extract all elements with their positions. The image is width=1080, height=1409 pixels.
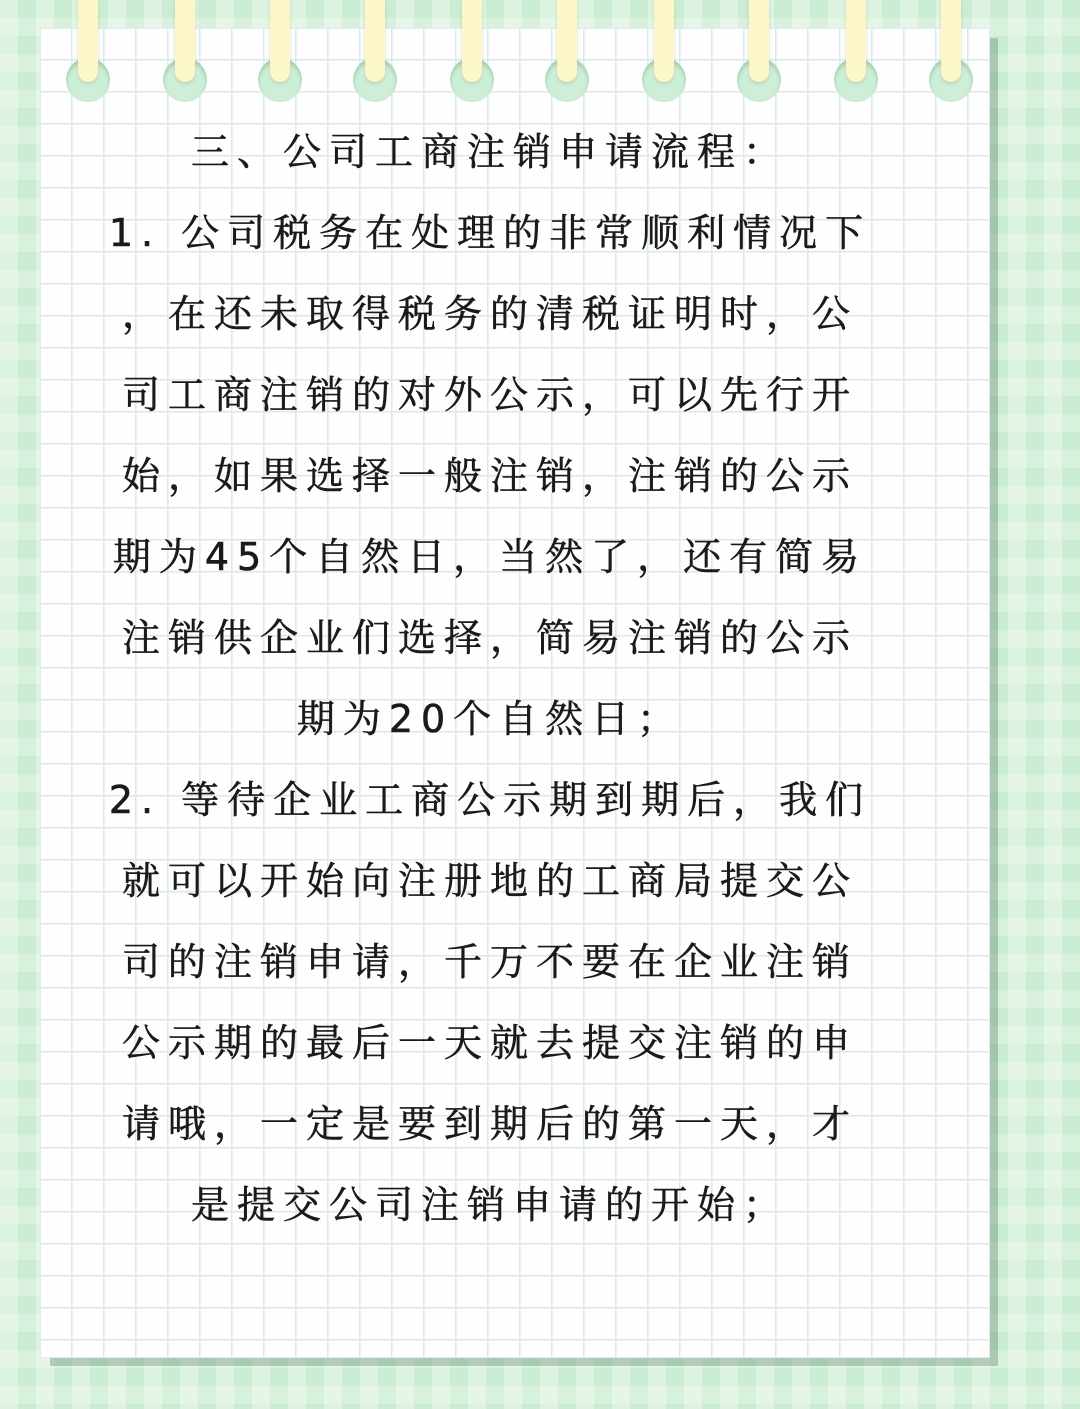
document-body [100, 112, 880, 1246]
text-line: 2. 等待企业工商公示期到期后，我们 [108, 778, 872, 822]
binder-clip [78, 0, 98, 82]
binder-clip [941, 0, 961, 82]
text-line: 是提交公司注销申请的开始； [190, 1183, 789, 1227]
text-line: 就可以开始向注册地的工商局提交公 [121, 859, 858, 903]
text-line: 注销供企业们选择，简易注销的公示 [121, 616, 858, 660]
binder-clip [175, 0, 195, 82]
binder-clip [654, 0, 674, 82]
binder-clip [270, 0, 290, 82]
text-line: 期为45个自然日，当然了，还有简易 [112, 535, 868, 579]
text-line: 期为20个自然日； [296, 697, 684, 741]
binder-clip [365, 0, 385, 82]
text-line: ，在还未取得税务的清税证明时，公 [121, 292, 858, 336]
binder-clip [846, 0, 866, 82]
text-line: 司工商注销的对外公示，可以先行开 [121, 373, 858, 417]
text-line: 1. 公司税务在处理的非常顺利情况下 [108, 211, 872, 255]
binder-clip [462, 0, 482, 82]
section-heading: 三、公司工商注销申请流程： [190, 130, 789, 174]
text-line: 始，如果选择一般注销，注销的公示 [121, 454, 858, 498]
binder-clip [749, 0, 769, 82]
text-line: 公示期的最后一天就去提交注销的申 [121, 1021, 858, 1065]
text-line: 请哦，一定是要到期后的第一天，才 [121, 1102, 858, 1146]
binder-clip [557, 0, 577, 82]
text-line: 司的注销申请，千万不要在企业注销 [121, 940, 858, 984]
